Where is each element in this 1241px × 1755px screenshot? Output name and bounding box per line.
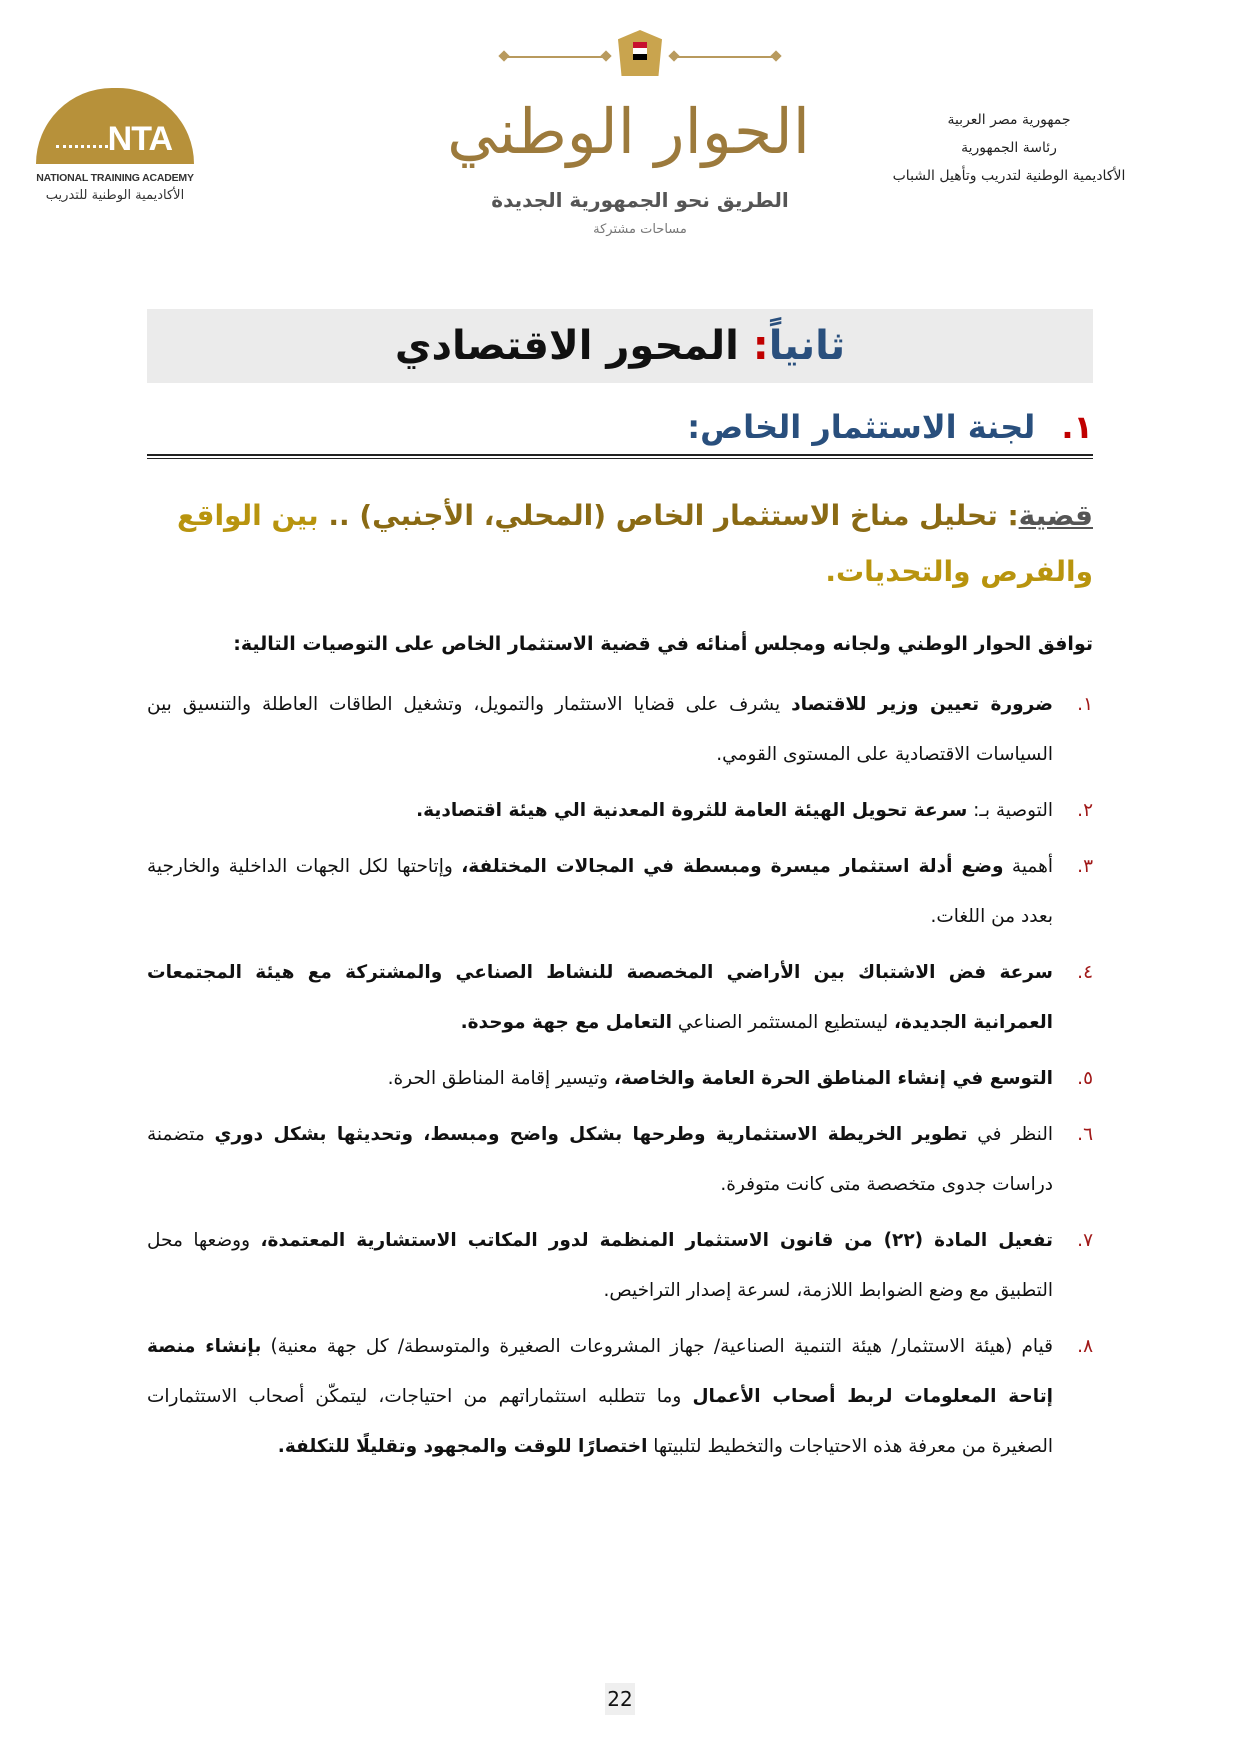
item-bold: تطوير الخريطة الاستثمارية وطرحها بشكل واضح ومبسط، وتحديثها بشكل دوري bbox=[214, 1124, 968, 1145]
item-number: ٤. bbox=[1077, 962, 1093, 983]
ornament-line-left bbox=[504, 56, 606, 58]
section-divider bbox=[147, 454, 1093, 459]
nta-logo-arabic: الأكاديمية الوطنية للتدريب bbox=[45, 188, 185, 203]
nta-logo-english: NATIONAL TRAINING ACADEMY bbox=[36, 172, 194, 184]
item-text: ووضعها محل التطبيق مع وضع الضوابط اللازمة، لسرعة إصدار التراخيص. bbox=[147, 1230, 1053, 1301]
section-heading bbox=[147, 402, 1093, 452]
item-text: وإتاحتها لكل الجهات الداخلية والخارجية بعدد من اللغات. bbox=[147, 856, 1053, 927]
gov-line-country: جمهورية مصر العربية bbox=[947, 112, 1071, 128]
ornament-line-right bbox=[674, 56, 776, 58]
list-item bbox=[147, 1322, 1093, 1472]
issue-tail: بين الواقع والفرص والتحديات. bbox=[176, 499, 1093, 588]
item-number: ٨. bbox=[1077, 1336, 1093, 1357]
gov-line-academy: الأكاديمية الوطنية لتدريب وتأهيل الشباب bbox=[892, 168, 1126, 184]
item-number: ٦. bbox=[1077, 1124, 1093, 1145]
title-main: المحور الاقتصادي bbox=[394, 323, 753, 369]
item-text: أهمية bbox=[1003, 856, 1053, 877]
item-text: قيام (هيئة الاستثمار/ هيئة التنمية الصناعية/ جهاز المشروعات الصغيرة والمتوسطة/ كل جهة معنية) bbox=[261, 1336, 1053, 1357]
dialogue-subtagline: مساحات مشتركة bbox=[593, 222, 687, 237]
nta-logo-mark: NTA bbox=[107, 120, 172, 158]
ornament-diamond-icon bbox=[600, 50, 611, 61]
ornament-diamond-icon bbox=[770, 50, 781, 61]
item-text: متضمنة دراسات جدوى متخصصة متى كانت متوفرة. bbox=[147, 1124, 1053, 1195]
national-dialogue-logo bbox=[447, 12, 810, 262]
ornament-diamond-icon bbox=[498, 50, 509, 61]
issue-text: : تحليل مناخ الاستثمار الخاص (المحلي، الأجنبي) .. bbox=[318, 499, 1019, 532]
list-item bbox=[147, 786, 1093, 836]
item-number: ٥. bbox=[1077, 1068, 1093, 1089]
list-item bbox=[147, 1110, 1093, 1210]
section-number: ١. bbox=[1061, 408, 1093, 446]
title-colon: : bbox=[752, 323, 769, 369]
item-number: ١. bbox=[1077, 694, 1093, 715]
item-bold: بإنشاء منصة إتاحة المعلومات لربط أصحاب الأعمال bbox=[147, 1336, 1054, 1407]
government-header bbox=[849, 106, 1169, 190]
wave-icon bbox=[56, 139, 114, 148]
nta-logo bbox=[30, 88, 200, 218]
flag-shield-icon bbox=[633, 42, 647, 60]
item-bold: اختصارًا للوقت والمجهود وتقليلًا للتكلفة. bbox=[277, 1436, 648, 1457]
issue-heading bbox=[147, 488, 1093, 600]
list-item bbox=[147, 842, 1093, 942]
item-text: التوصية بـ: bbox=[967, 800, 1053, 821]
title-prefix: ثانياً bbox=[768, 323, 846, 369]
item-number: ٢. bbox=[1077, 800, 1093, 821]
page-number: 22 bbox=[605, 1683, 635, 1715]
item-number: ٧. bbox=[1077, 1230, 1093, 1251]
page-title bbox=[147, 309, 1093, 383]
item-bold: سرعة فض الاشتباك بين الأراضي المخصصة للنشاط الصناعي والمشتركة مع هيئة المجتمعات العمرانية الجديدة، bbox=[147, 962, 1053, 1033]
item-text: وما تتطلبه استثماراتهم من احتياجات، ليتمكّن أصحاب الاستثمارات الصغيرة من معرفة هذه الاحتياجات والتخطيط لتلبيتها bbox=[147, 1386, 1053, 1457]
issue-label: قضية bbox=[1018, 499, 1093, 532]
item-bold: ضرورة تعيين وزير للاقتصاد bbox=[791, 694, 1053, 715]
nta-logo-dome bbox=[36, 88, 194, 164]
ornament-diamond-icon bbox=[668, 50, 679, 61]
title-band bbox=[147, 309, 1093, 383]
item-bold: تفعيل المادة (٢٢) من قانون الاستثمار المنظمة لدور المكاتب الاستشارية المعتمدة، bbox=[260, 1230, 1053, 1251]
item-bold: التوسع في إنشاء المناطق الحرة العامة والخاصة، bbox=[613, 1068, 1053, 1089]
list-item bbox=[147, 1216, 1093, 1316]
dialogue-tagline: الطريق نحو الجمهورية الجديدة bbox=[491, 188, 789, 212]
section-label: لجنة الاستثمار الخاص: bbox=[687, 408, 1036, 446]
item-number: ٣. bbox=[1077, 856, 1093, 877]
dialogue-calligraphy: الحوار الوطني bbox=[447, 95, 810, 168]
list-item bbox=[147, 1054, 1093, 1104]
item-bold: التعامل مع جهة موحدة. bbox=[460, 1012, 672, 1033]
item-bold: وضع أدلة استثمار ميسرة ومبسطة في المجالات المختلفة، bbox=[461, 856, 1004, 877]
list-item bbox=[147, 948, 1093, 1048]
item-bold: سرعة تحويل الهيئة العامة للثروة المعدنية الي هيئة اقتصادية. bbox=[416, 800, 968, 821]
gov-line-presidency: رئاسة الجمهورية bbox=[961, 140, 1057, 156]
eagle-emblem-icon bbox=[618, 16, 662, 82]
item-text: يشرف على قضايا الاستثمار والتمويل، وتشغيل الطاقات العاطلة والتنسيق بين السياسات الاقتصادية على المستوى القومي. bbox=[147, 694, 1053, 765]
intro-statement: توافق الحوار الوطني ولجانه ومجلس أمنائه في قضية الاستثمار الخاص على التوصيات التالية: bbox=[233, 633, 1093, 655]
list-item bbox=[147, 680, 1093, 780]
item-text: النظر في bbox=[967, 1124, 1053, 1145]
item-text: وتيسير إقامة المناطق الحرة. bbox=[387, 1068, 614, 1089]
recommendations-list bbox=[147, 680, 1093, 1478]
item-text: ليستطيع المستثمر الصناعي bbox=[671, 1012, 894, 1033]
